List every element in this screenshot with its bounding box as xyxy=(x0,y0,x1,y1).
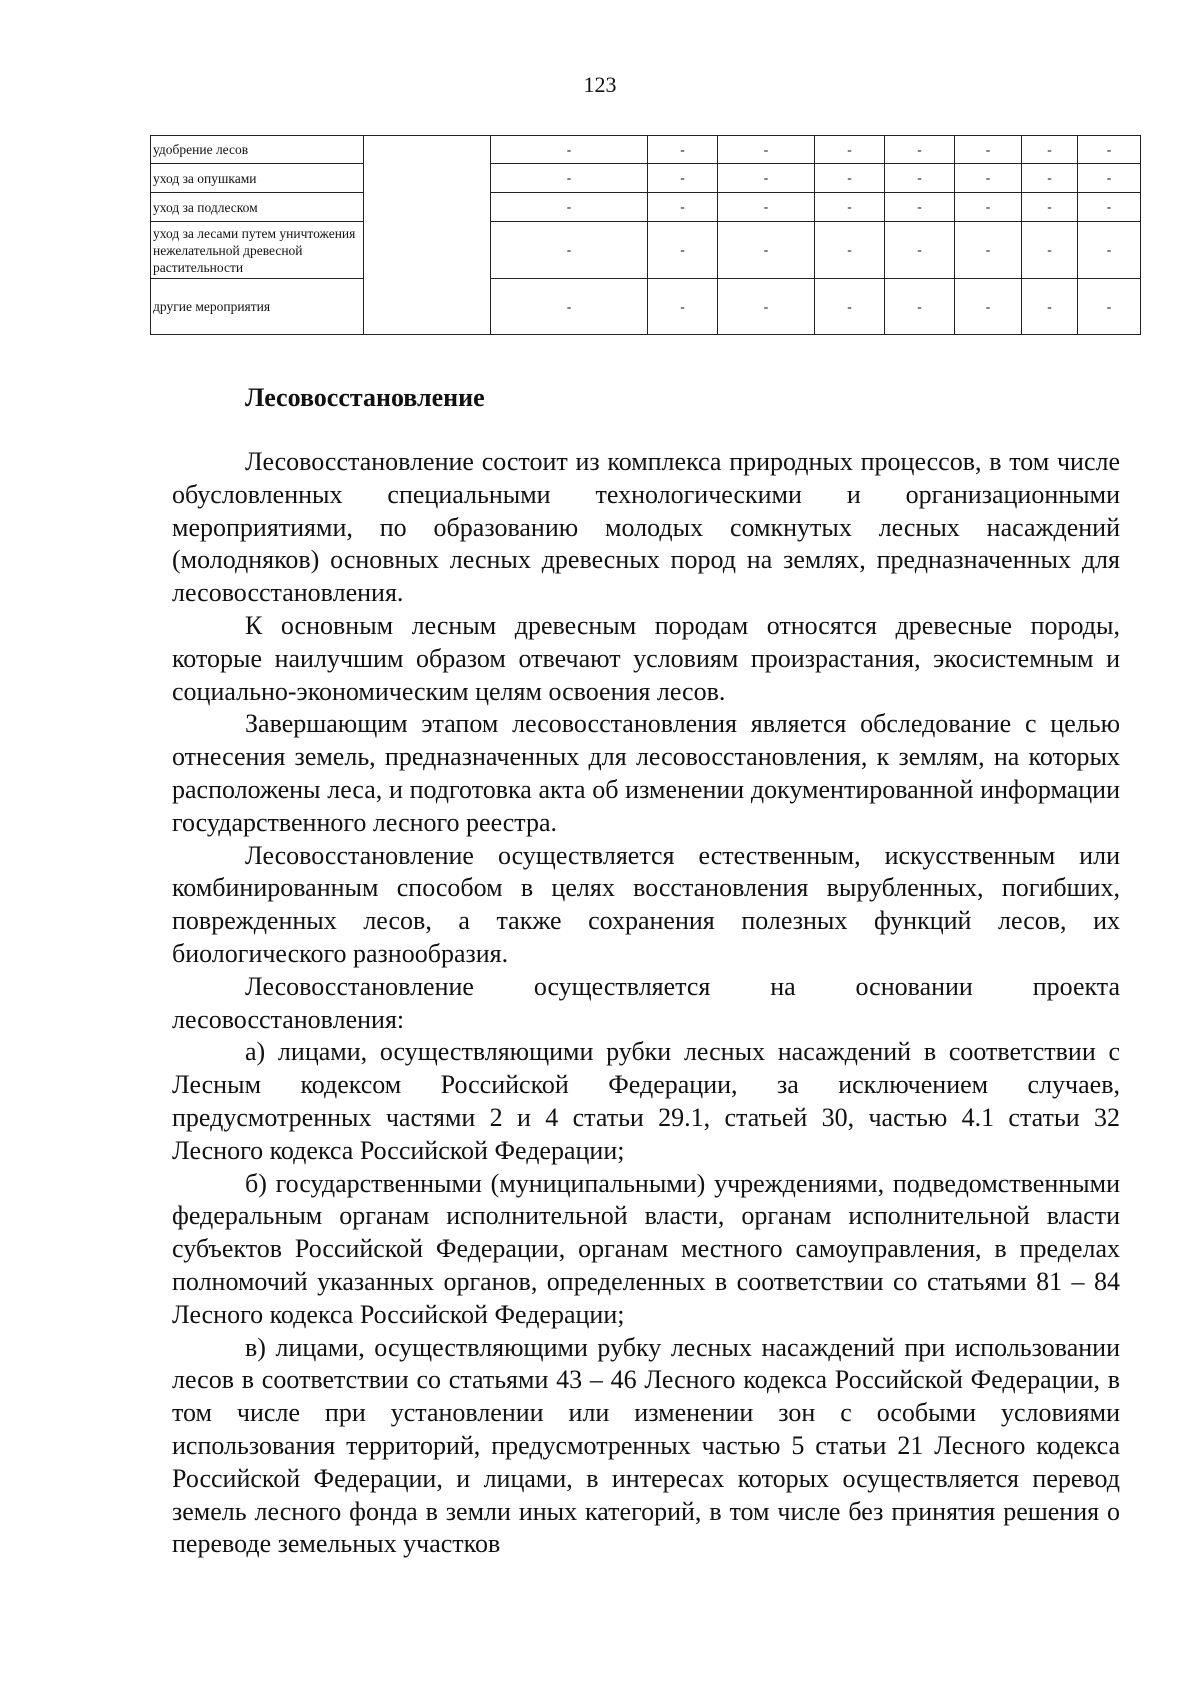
table-cell: - xyxy=(955,136,1022,164)
table-cell: - xyxy=(718,164,815,193)
table-cell: - xyxy=(815,136,885,164)
table-cell: - xyxy=(815,193,885,222)
row-label: уход за опушками xyxy=(151,164,364,193)
table-cell: - xyxy=(1078,193,1141,222)
table-cell: - xyxy=(955,164,1022,193)
table-cell: - xyxy=(491,164,648,193)
section-heading: Лесовосстановление xyxy=(245,383,485,412)
merged-empty-cell xyxy=(364,136,491,335)
table-row xyxy=(151,222,1141,279)
table-cell: - xyxy=(1022,222,1078,279)
table-row xyxy=(151,136,1141,164)
paragraph: а) лицами, осуществляющими рубки лесных насаждений в соответствии с Лесным кодексом Российской Федерации, за исключением случаев, предусмотренных частями 2 и 4 статьи 29.1, статьей 30, частью 4.1 статьи 32 Лесного кодекса Российской Федерации; xyxy=(172,1037,1120,1165)
paragraph: Лесовосстановление состоит из комплекса природных процессов, в том числе обусловленных специальными технологическими и организационными мероприятиями, по образованию молодых сомкнутых лесных насаждений (молодняков) основных лесных древесных пород на землях, предназначенных для лесовосстановления. xyxy=(172,447,1120,608)
activities-table xyxy=(150,135,1141,335)
table-cell: - xyxy=(885,222,955,279)
table-cell: - xyxy=(648,279,718,335)
table-cell: - xyxy=(491,193,648,222)
paragraph: в) лицами, осуществляющими рубку лесных насаждений при использовании лесов в соответствии со статьями 43 – 46 Лесного кодекса Российской Федерации, в том числе при установлении или изменении зон с особыми условиями использования территорий, предусмотренных частью 5 статьи 21 Лесного кодекса Российской Федерации, и лицами, в интересах которых осуществляется перевод земель лесного фонда в земли иных категорий, в том числе без принятия решения о переводе земельных участков xyxy=(172,1332,1120,1559)
table-cell: - xyxy=(491,136,648,164)
table-cell: - xyxy=(815,279,885,335)
table-cell: - xyxy=(815,222,885,279)
table-cell: - xyxy=(885,279,955,335)
table-cell: - xyxy=(955,222,1022,279)
table-cell: - xyxy=(885,136,955,164)
table-cell: - xyxy=(718,222,815,279)
paragraph: б) государственными (муниципальными) учреждениями, подведомственными федеральным органам исполнительной власти, органам исполнительной власти субъектов Российской Федерации, органам местного самоуправления, в пределах полномочий указанных органов, определенных в соответствии со статьями 81 – 84 Лесного кодекса Российской Федерации; xyxy=(172,1168,1120,1329)
table-cell: - xyxy=(718,136,815,164)
table-cell: - xyxy=(648,222,718,279)
table-cell: - xyxy=(955,279,1022,335)
paragraph: Лесовосстановление осуществляется на основании проекта лесовосстановления: xyxy=(172,971,1120,1034)
paragraph: К основным лесным древесным породам относятся древесные породы, которые наилучшим образом отвечают условиям произрастания, экосистемным и социально-экономическим целям освоения лесов. xyxy=(172,610,1120,706)
table-cell: - xyxy=(718,279,815,335)
row-label: удобрение лесов xyxy=(151,136,364,164)
table-cell: - xyxy=(491,279,648,335)
table-cell: - xyxy=(648,164,718,193)
row-label: уход за лесами путем уничтожения нежелательной древесной растительности xyxy=(151,222,364,279)
table-cell: - xyxy=(1078,222,1141,279)
paragraph: Лесовосстановление осуществляется естественным, искусственным или комбинированным способом в целях восстановления вырубленных, погибших, поврежденных лесов, а также сохранения полезных функций лесов, их биологического разнообразия. xyxy=(172,840,1120,968)
table-cell: - xyxy=(648,193,718,222)
table-cell: - xyxy=(1022,193,1078,222)
row-label: уход за подлеском xyxy=(151,193,364,222)
table-row xyxy=(151,279,1141,335)
table-cell: - xyxy=(1022,279,1078,335)
table-cell: - xyxy=(1078,164,1141,193)
table-cell: - xyxy=(648,136,718,164)
table-cell: - xyxy=(885,164,955,193)
paragraph: Завершающим этапом лесовосстановления является обследование с целью отнесения земель, предназначенных для лесовосстановления, к землям, на которых расположены леса, и подготовка акта об изменении документированной информации государственного лесного реестра. xyxy=(172,709,1120,837)
table-cell: - xyxy=(885,193,955,222)
table-cell: - xyxy=(1078,279,1141,335)
table-cell: - xyxy=(1022,136,1078,164)
table-row xyxy=(151,164,1141,193)
page-number: 123 xyxy=(583,72,617,97)
table-cell: - xyxy=(718,193,815,222)
section-body xyxy=(172,446,1120,1561)
table-cell: - xyxy=(491,222,648,279)
table-row xyxy=(151,193,1141,222)
table-cell: - xyxy=(1078,136,1141,164)
table-cell: - xyxy=(1022,164,1078,193)
table-cell: - xyxy=(955,193,1022,222)
row-label: другие мероприятия xyxy=(151,279,364,335)
table-cell: - xyxy=(815,164,885,193)
